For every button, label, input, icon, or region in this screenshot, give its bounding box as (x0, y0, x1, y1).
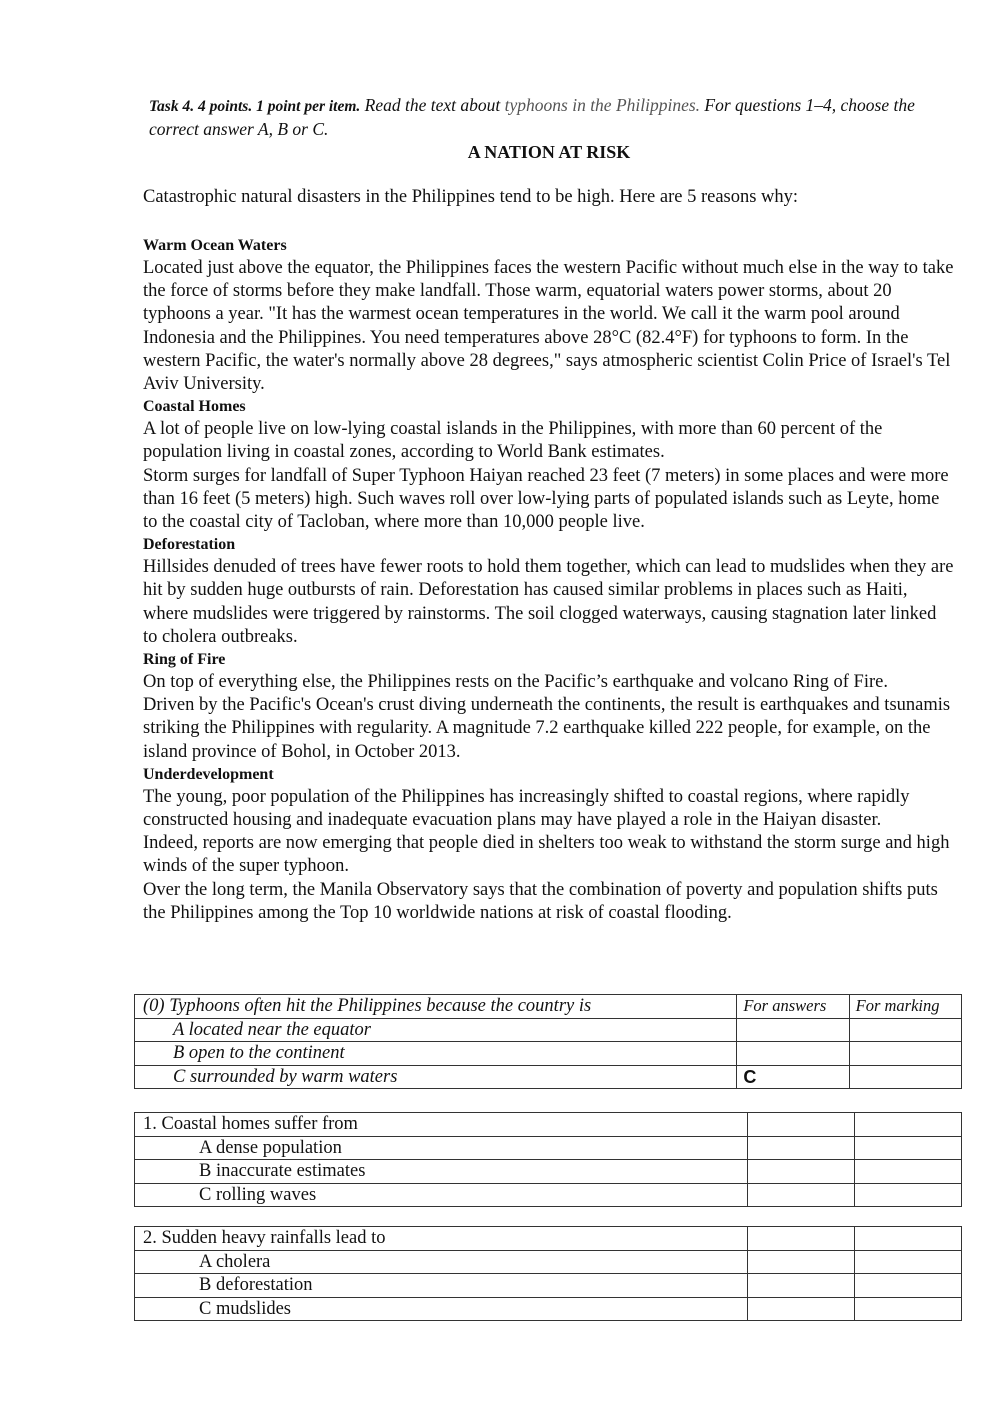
option-row (135, 1042, 962, 1066)
section-heading: Underdevelopment (143, 765, 274, 783)
section-paragraph: Hillsides denuded of trees have fewer roots to hold them together, which can lead to mudslides when they are hit by sudden huge outbursts of rain. Deforestation has caused similar problems in places such as Haiti, where mudslides were triggered by rainstorms. The soil clogged waterways, causing stagnation later linked to cholera outbreaks. (143, 557, 954, 647)
option-label: C mudslides (135, 1297, 748, 1321)
option-label: A dense population (135, 1136, 748, 1160)
marking-cell (854, 1160, 961, 1184)
question-row (135, 1113, 962, 1137)
answer-cell[interactable] (747, 1250, 854, 1274)
marking-cell (854, 1297, 961, 1321)
document-body (143, 94, 955, 925)
article-intro: Catastrophic natural disasters in the Philippines tend to be high. Here are 5 reasons why: (143, 187, 799, 207)
option-row (135, 1160, 962, 1184)
section-underdevelopment (143, 764, 955, 925)
section-heading: Deforestation (143, 536, 236, 554)
answer-cell[interactable] (747, 1160, 854, 1184)
option-row (135, 1183, 962, 1207)
section-paragraph: On top of everything else, the Philippines rests on the Pacific’s earthquake and volcano Ring of Fire. (143, 672, 888, 693)
marking-cell (849, 1018, 961, 1042)
section-heading: Warm Ocean Waters (143, 237, 287, 254)
task-text-1: Read the text about (360, 95, 505, 115)
section-paragraph: Over the long term, the Manila Observatory says that the combination of poverty and population shifts puts the Philippines among the Top 10 worldwide nations at risk of coastal flooding. (143, 879, 938, 923)
section-paragraph: Located just above the equator, the Philippines faces the western Pacific without much else in the way to take the force of storms before they make landfall. Those warm, equatorial waters power storms, about 20 typhoons a year. "It has the warmest ocean temperatures in the world. We call it the warm pool around Indonesia and the Philippines. You need temperatures above 28°C (82.4°F) for typhoons to form. In the western Pacific, the water's normally above 28 degrees," says atmospheric scientist Colin Price of Israel's Tel Aviv University. (143, 258, 954, 395)
question-row (135, 995, 962, 1019)
marking-cell (854, 1274, 961, 1298)
section-ring-of-fire (143, 649, 955, 764)
question-stem: (0) Typhoons often hit the Philippines because the country is (135, 995, 737, 1019)
option-row (135, 1018, 962, 1042)
answer-cell[interactable] (737, 1042, 849, 1066)
marking-cell (854, 1250, 961, 1274)
option-label: B inaccurate estimates (135, 1160, 748, 1184)
question-row (135, 1227, 962, 1251)
answer-cell[interactable] (747, 1183, 854, 1207)
question-stem: 1. Coastal homes suffer from (135, 1113, 748, 1137)
marking-cell (854, 1136, 961, 1160)
marking-cell (854, 1113, 961, 1137)
option-label: B deforestation (135, 1274, 748, 1298)
marking-cell (854, 1183, 961, 1207)
section-heading: Ring of Fire (143, 651, 226, 669)
answer-cell[interactable] (747, 1227, 854, 1251)
section-paragraph: The young, poor population of the Philippines has increasingly shifted to coastal regions, where rapidly constructed housing and inadequate evacuation plans may have played a role in the Haiyan disaster. (143, 786, 910, 831)
option-row (135, 1136, 962, 1160)
article-title: A NATION AT RISK (467, 142, 631, 162)
task-lead: Task 4. 4 points. 1 point per item. (149, 98, 361, 115)
answer-cell[interactable] (747, 1136, 854, 1160)
for-answers-header: For answers (737, 995, 849, 1019)
section-paragraph: Storm surges for landfall of Super Typhoon Haiyan reached 23 feet (7 meters) in some places and were more than 16 feet (5 meters) high. Such waves roll over low-lying parts of populated islands such as Leyte, home to the coastal city of Tacloban, where more than 10,000 people live. (143, 465, 949, 533)
section-coastal-homes (143, 396, 955, 534)
option-label: A cholera (135, 1250, 748, 1274)
question-stem: 2. Sudden heavy rainfalls lead to (135, 1227, 748, 1251)
option-row (135, 1065, 962, 1089)
section-deforestation (143, 534, 955, 649)
section-heading: Coastal Homes (143, 398, 246, 416)
section-paragraph: Driven by the Pacific's Ocean's crust diving underneath the continents, the result is earthquakes and tsunamis striking the Philippines with regularity. A magnitude 7.2 earthquake killed 222 people, for example, on the island province of Bohol, in October 2013. (143, 695, 951, 762)
option-label: C surrounded by warm waters (135, 1065, 737, 1089)
for-marking-header: For marking (849, 995, 961, 1019)
marking-cell (849, 1065, 961, 1089)
answer-cell[interactable] (747, 1297, 854, 1321)
section-paragraph: A lot of people live on low-lying coastal islands in the Philippines, with more than 60 percent of the population living in coastal zones, according to World Bank estimates. (143, 419, 883, 463)
answer-cell[interactable] (737, 1018, 849, 1042)
task-topic: typhoons in the Philippines. (504, 95, 701, 115)
answer-cell[interactable] (747, 1113, 854, 1137)
section-warm-ocean-waters (143, 235, 955, 396)
example-question-table (134, 994, 962, 1089)
task-text-2: For questions 1–4, choose the correct answer A, B or C. (149, 95, 915, 139)
marking-cell (854, 1227, 961, 1251)
option-row (135, 1297, 962, 1321)
marking-cell (849, 1042, 961, 1066)
section-paragraph: Indeed, reports are now emerging that people died in shelters too weak to withstand the storm surge and high winds of the super typhoon. (143, 833, 950, 877)
option-label: B open to the continent (135, 1042, 737, 1066)
question-2-table (134, 1226, 962, 1321)
question-1-table (134, 1112, 962, 1207)
option-label: A located near the equator (135, 1018, 737, 1042)
option-row (135, 1274, 962, 1298)
option-label: C rolling waves (135, 1183, 748, 1207)
answer-cell[interactable]: C (737, 1065, 849, 1089)
answer-cell[interactable] (747, 1274, 854, 1298)
task-instructions (149, 94, 955, 141)
option-row (135, 1250, 962, 1274)
